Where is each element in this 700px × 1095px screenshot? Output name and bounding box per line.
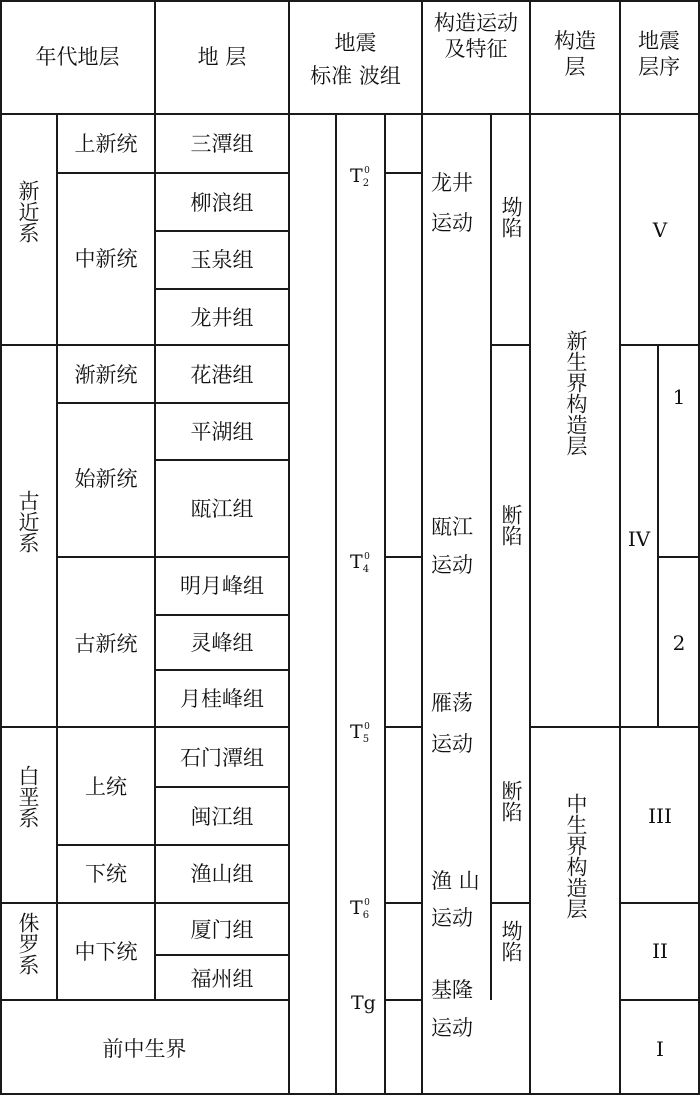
formation-yushan: 渔山组 — [190, 862, 254, 886]
formation-minjiang: 闽江组 — [190, 805, 254, 829]
formation-yueguifeng: 月桂峰组 — [180, 687, 264, 711]
feature-depression-upper: 坳陷 — [499, 196, 523, 238]
movement-oujiang-2: 运动 — [431, 553, 473, 577]
movement-jilong-1: 基隆 — [431, 978, 473, 1002]
header-seismic-line2: 标准 波组 — [310, 64, 401, 88]
series-lower: 下统 — [85, 862, 127, 886]
formation-longjing: 龙井组 — [190, 306, 254, 330]
formation-shimentan: 石门潭组 — [180, 746, 264, 770]
sequence-i: I — [656, 1037, 664, 1061]
feature-fault-upper: 断陷 — [499, 504, 523, 546]
formation-pinghu: 平湖组 — [190, 420, 254, 444]
movement-yushan-2: 运动 — [431, 906, 473, 930]
system-pre-mesozoic: 前中生界 — [102, 1037, 187, 1061]
header-tectonic: 构造运动及特征 — [434, 11, 518, 61]
sequence-iv-1: 1 — [672, 385, 686, 409]
system-neogene: 新近系 — [16, 180, 40, 243]
movement-yushan-1: 渔 山 — [431, 869, 480, 893]
formation-liulang: 柳浪组 — [190, 191, 254, 215]
movement-jilong-2: 运动 — [431, 1016, 473, 1040]
feature-depression-lower: 坳陷 — [499, 920, 523, 962]
system-paleogene: 古近系 — [16, 490, 40, 553]
formation-mingyuefeng: 明月峰组 — [180, 574, 264, 598]
formation-huagang: 花港组 — [190, 363, 254, 387]
wave-tg: Tg — [351, 992, 376, 1014]
system-cretaceous: 白垩系 — [16, 765, 40, 828]
sequence-iv-2: 2 — [672, 631, 686, 655]
header-tectonic-layer: 构造层 — [554, 29, 596, 79]
formation-lingfeng: 灵峰组 — [190, 631, 254, 655]
wave-t5: $T_5^0$ — [350, 721, 370, 745]
formation-santan: 三潭组 — [190, 132, 254, 156]
series-oligocene: 渐新统 — [74, 363, 138, 387]
tectonic-layer-mesozoic: 中生界构造层 — [564, 793, 588, 919]
sequence-ii: II — [652, 939, 668, 963]
header-formation: 地 层 — [197, 45, 247, 69]
feature-fault-lower: 断陷 — [499, 780, 523, 822]
series-paleocene: 古新统 — [74, 632, 138, 656]
movement-longjing-1: 龙井 — [431, 171, 473, 195]
movement-oujiang-1: 瓯江 — [431, 515, 473, 539]
header-seismic-line1: 地震 — [334, 31, 377, 55]
wave-t6: $T_6^0$ — [350, 897, 370, 921]
wave-t2: $T_2^0$ — [350, 165, 370, 189]
series-upper: 上统 — [85, 775, 127, 799]
movement-yandang-2: 运动 — [431, 732, 473, 756]
movement-longjing-2: 运动 — [431, 211, 473, 235]
system-jurassic: 侏罗系 — [16, 912, 40, 975]
sequence-iii: III — [648, 804, 672, 828]
formation-xiamen: 厦门组 — [190, 918, 254, 942]
formation-oujiang: 瓯江组 — [190, 497, 254, 521]
series-miocene: 中新统 — [74, 247, 138, 271]
sequence-iv: IV — [627, 527, 651, 551]
series-mid-lower: 中下统 — [74, 940, 138, 964]
formation-fuzhou: 福州组 — [190, 967, 254, 991]
formation-yuquan: 玉泉组 — [190, 248, 254, 272]
wave-t4: $T_4^0$ — [350, 551, 370, 575]
sequence-v: V — [652, 218, 668, 242]
header-seismic-seq: 地震层序 — [638, 29, 680, 79]
header-age-strata: 年代地层 — [35, 45, 120, 69]
movement-yandang-1: 雁荡 — [431, 691, 473, 715]
series-eocene: 始新统 — [74, 467, 138, 491]
series-pliocene: 上新统 — [74, 132, 138, 156]
tectonic-layer-cenozoic: 新生界构造层 — [564, 330, 588, 456]
